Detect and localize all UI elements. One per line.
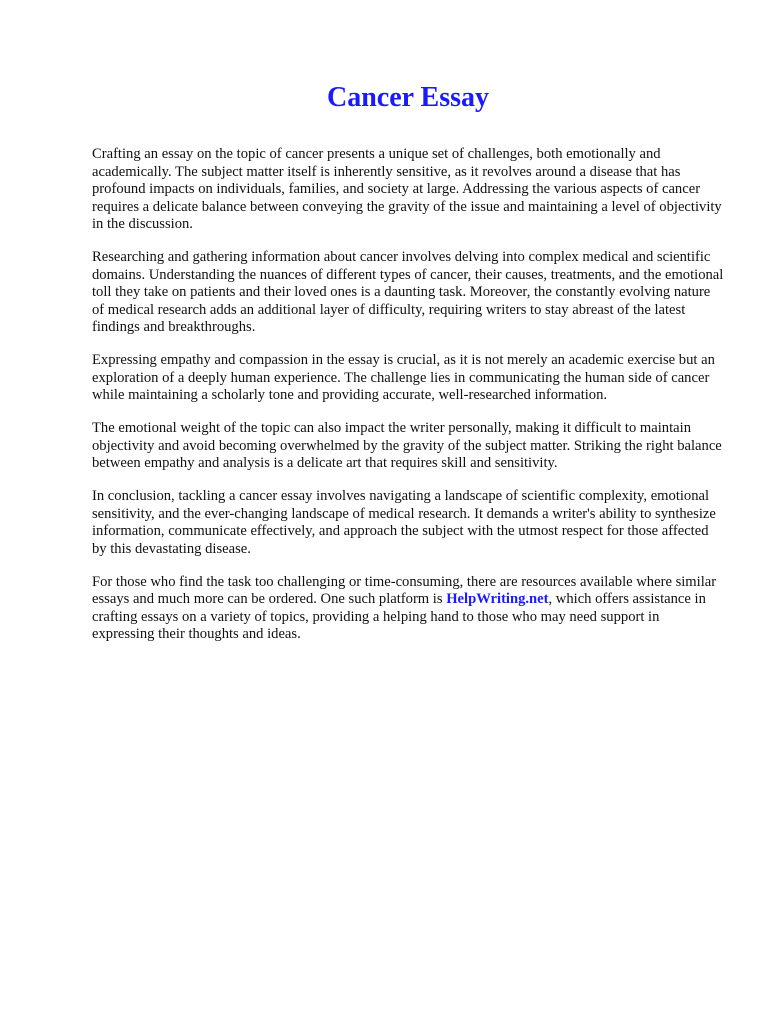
paragraph-4: The emotional weight of the topic can also impact the writer personally, making it difficult to maintain objectivity and avoid becoming overwhelmed by the gravity of the subject matter. Striking the right balance between empathy and analysis is a delicate art that requires skill and sensitivity. [92,420,722,471]
page-title: Cancer Essay [326,82,490,113]
paragraph-1: Crafting an essay on the topic of cancer presents a unique set of challenges, both emotionally and academically. The subject matter itself is inherently sensitive, as it revolves around a disease that has profound impacts on individuals, families, and society at large. Addressing the various aspects of cancer requires a delicate balance between conveying the gravity of the issue and maintaining a level of objectivity in the discussion. [92,146,722,232]
paragraph-6-outro: , which offers assistance in crafting essays on a variety of topics, providing a helping hand to those who may need support in expressing their thoughts and ideas. [92,591,706,642]
helpwriting-link[interactable]: HelpWriting.net [446,591,549,607]
paragraph-2: Researching and gathering information about cancer involves delving into complex medical and scientific domains. Understanding the nuances of different types of cancer, their causes, treatments, and the emotional toll they take on patients and their loved ones is a daunting task. Moreover, the constantly evolving nature of medical research adds an additional layer of difficulty, requiring writers to stay abreast of the latest findings and breakthroughs. [92,249,724,335]
essay-body [92,146,724,659]
paragraph-5: In conclusion, tackling a cancer essay involves navigating a landscape of scientific complexity, emotional sensitivity, and the ever-changing landscape of medical research. It demands a writer's ability to synthesize information, communicate effectively, and approach the subject with the utmost respect for those affected by this devastating disease. [92,488,716,557]
paragraph-6 [92,574,724,644]
paragraph-3: Expressing empathy and compassion in the essay is crucial, as it is not merely an academic exercise but an exploration of a deeply human experience. The challenge lies in communicating the human side of cancer while maintaining a scholarly tone and providing accurate, well-researched information. [92,352,715,403]
paragraph-6-intro: For those who find the task too challenging or time-consuming, there are resources available where similar essays and much more can be ordered. One such platform is [92,573,717,607]
